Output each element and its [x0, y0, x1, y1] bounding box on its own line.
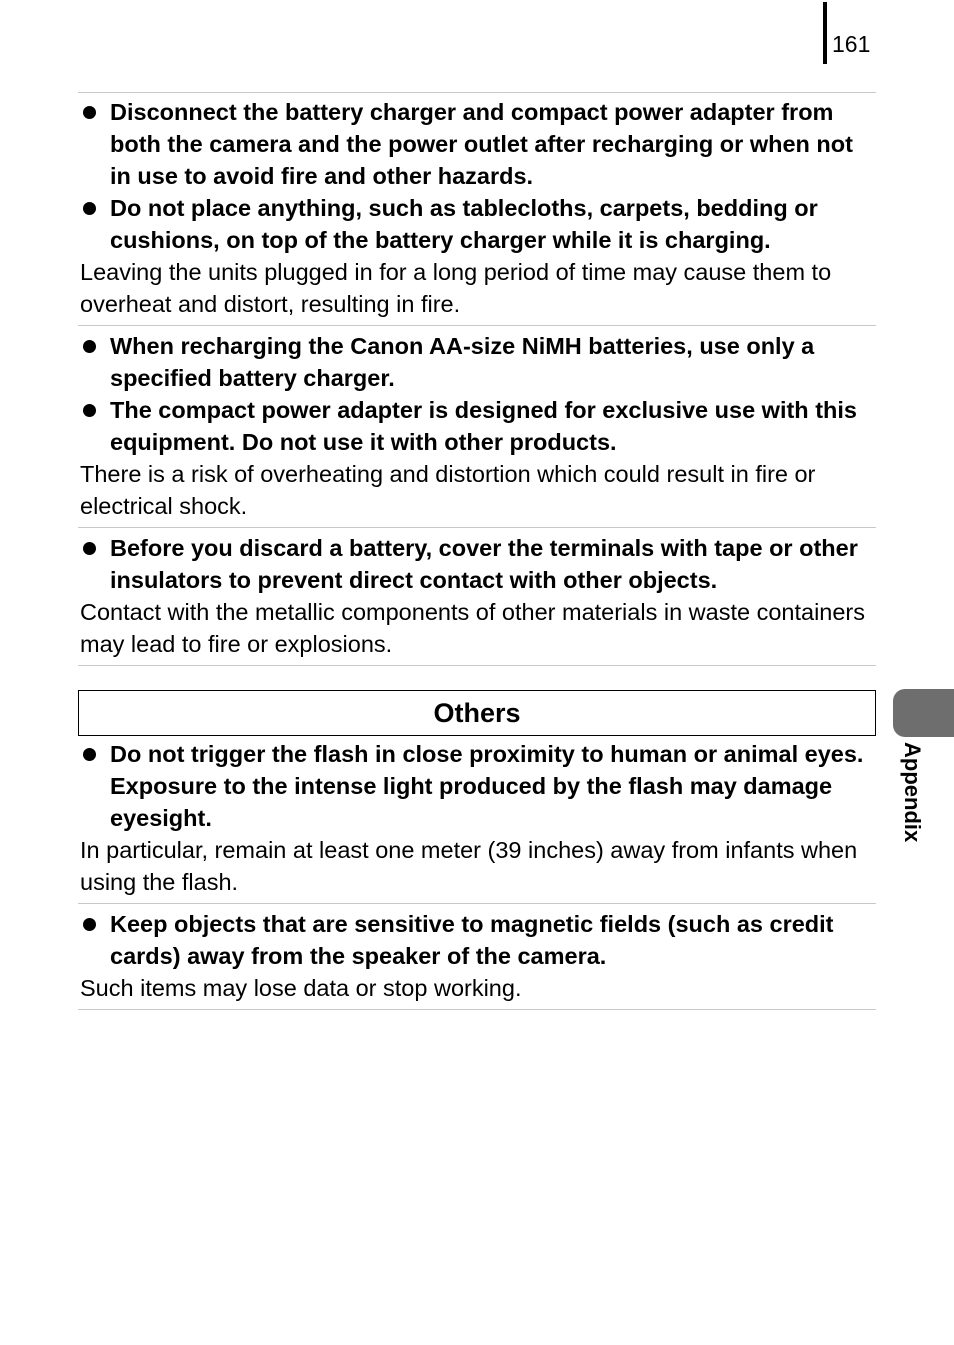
warning-note: Contact with the metallic components of other materials in waste containers may lead to fire or explosions. — [80, 599, 866, 657]
bullet-dot-icon — [83, 918, 96, 931]
page-marker-bar — [823, 2, 827, 64]
others-heading: Others — [78, 690, 876, 736]
bullet-dot-icon — [83, 542, 96, 555]
warning-note: Leaving the units plugged in for a long period of time may cause them to overheat and distort, resulting in fire. — [80, 259, 832, 317]
warning-bullet: When recharging the Canon AA-size NiMH batteries, use only a specified battery charger. — [80, 330, 876, 394]
warning-note: There is a risk of overheating and distortion which could result in fire or electrical shock. — [80, 461, 816, 519]
bullet-dot-icon — [83, 748, 96, 761]
page-content — [78, 92, 876, 1010]
bullet-dot-icon — [83, 106, 96, 119]
appendix-side-tab — [893, 689, 954, 737]
warning-section-batteries — [78, 325, 876, 527]
bullet-dot-icon — [83, 404, 96, 417]
others-section-magnetic — [78, 903, 876, 1010]
appendix-tab-label: Appendix — [900, 742, 925, 843]
warning-section-disposal — [78, 527, 876, 666]
others-section-flash — [78, 736, 876, 903]
warning-bullet: Do not place anything, such as tablecloths, carpets, bedding or cushions, on top of the battery charger while it is charging. — [80, 192, 876, 256]
others-note: In particular, remain at least one meter (39 inches) away from infants when using the flash. — [80, 837, 858, 895]
others-bullet: Do not trigger the flash in close proximity to human or animal eyes. Exposure to the intense light produced by the flash may damage eyesight. — [80, 738, 876, 834]
others-note: Such items may lose data or stop working. — [80, 975, 522, 1001]
bullet-dot-icon — [83, 340, 96, 353]
warning-bullet: Before you discard a battery, cover the terminals with tape or other insulators to prevent direct contact with other objects. — [80, 532, 876, 596]
others-bullet: Keep objects that are sensitive to magnetic fields (such as credit cards) away from the speaker of the camera. — [80, 908, 876, 972]
page-number: 161 — [832, 31, 871, 57]
warning-bullet: Disconnect the battery charger and compact power adapter from both the camera and the power outlet after recharging or when not in use to avoid fire and other hazards. — [80, 96, 876, 192]
bullet-dot-icon — [83, 202, 96, 215]
warning-section-charger — [78, 92, 876, 325]
warning-bullet: The compact power adapter is designed for exclusive use with this equipment. Do not use it with other products. — [80, 394, 876, 458]
